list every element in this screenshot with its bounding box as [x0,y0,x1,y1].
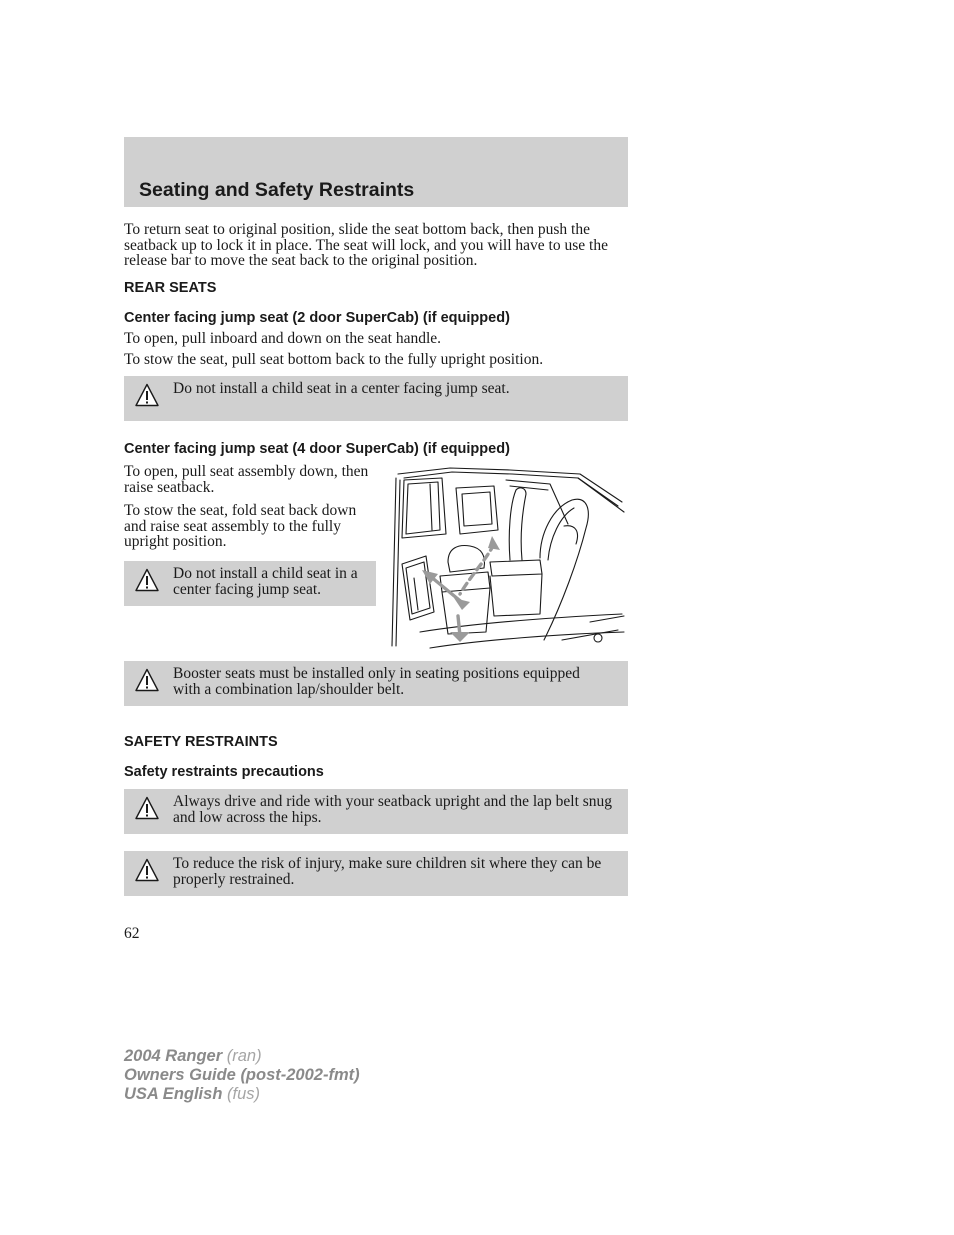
two-door-jump-seat-heading: Center facing jump seat (2 door SuperCab) (if equipped) [124,310,510,326]
two-door-stow-text: To stow the seat, pull seat bottom back to the fully upright position. [124,351,544,368]
safety-restraints-precautions-heading: Safety restraints precautions [124,764,324,780]
two-door-open-text: To open, pull inboard and down on the seat handle. [124,330,442,347]
footer-line-3 [124,1085,260,1104]
warning-box-booster-seats [124,661,628,706]
warning-triangle-icon [135,383,159,407]
footer-guide: Owners Guide (post-2002-fmt) [124,1066,360,1084]
warning-text: Do not install a child seat in a center facing jump seat. [173,565,358,598]
four-door-jump-seat-heading: Center facing jump seat (4 door SuperCab) (if equipped) [124,441,510,457]
warning-triangle-icon [135,796,159,820]
page-number: 62 [124,925,140,942]
warning-triangle-icon [135,568,159,592]
four-door-open-text: To open, pull seat assembly down, then raise seatback. [124,463,369,496]
page-title: Seating and Safety Restraints [139,179,415,201]
warning-box-children-restrained [124,851,628,896]
warning-text: To reduce the risk of injury, make sure children sit where they can be properly restrained. [173,855,602,888]
warning-text: Booster seats must be installed only in seating positions equipped with a combination lap/shoulder belt. [173,665,580,698]
safety-restraints-heading: SAFETY RESTRAINTS [124,734,278,750]
footer-model: 2004 Ranger [124,1047,223,1065]
footer-language-code: (fus) [227,1085,260,1103]
intro-paragraph: To return seat to original position, slide the seat bottom back, then push the seatback up to lock it in place. The seat will lock, and you will have to use the release bar to move the seat back to the original position. [124,221,608,269]
four-door-stow-text: To stow the seat, fold seat back down and raise seat assembly to the fully upright position. [124,502,357,550]
warning-triangle-icon [135,858,159,882]
warning-box-two-door [124,376,628,421]
footer-model-code: (ran) [226,1047,262,1065]
warning-triangle-icon [135,668,159,692]
warning-text: Always drive and ride with your seatback upright and the lap belt snug and low across the hips. [173,793,613,826]
rear-seats-heading: REAR SEATS [124,280,217,296]
warning-box-four-door [124,561,376,606]
warning-text: Do not install a child seat in a center facing jump seat. [173,380,510,397]
footer-line-2 [124,1066,360,1085]
footer-language: USA English [124,1085,223,1103]
jump-seat-illustration [390,464,630,652]
warning-box-seatback-upright [124,789,628,834]
footer-line-1 [124,1047,262,1066]
